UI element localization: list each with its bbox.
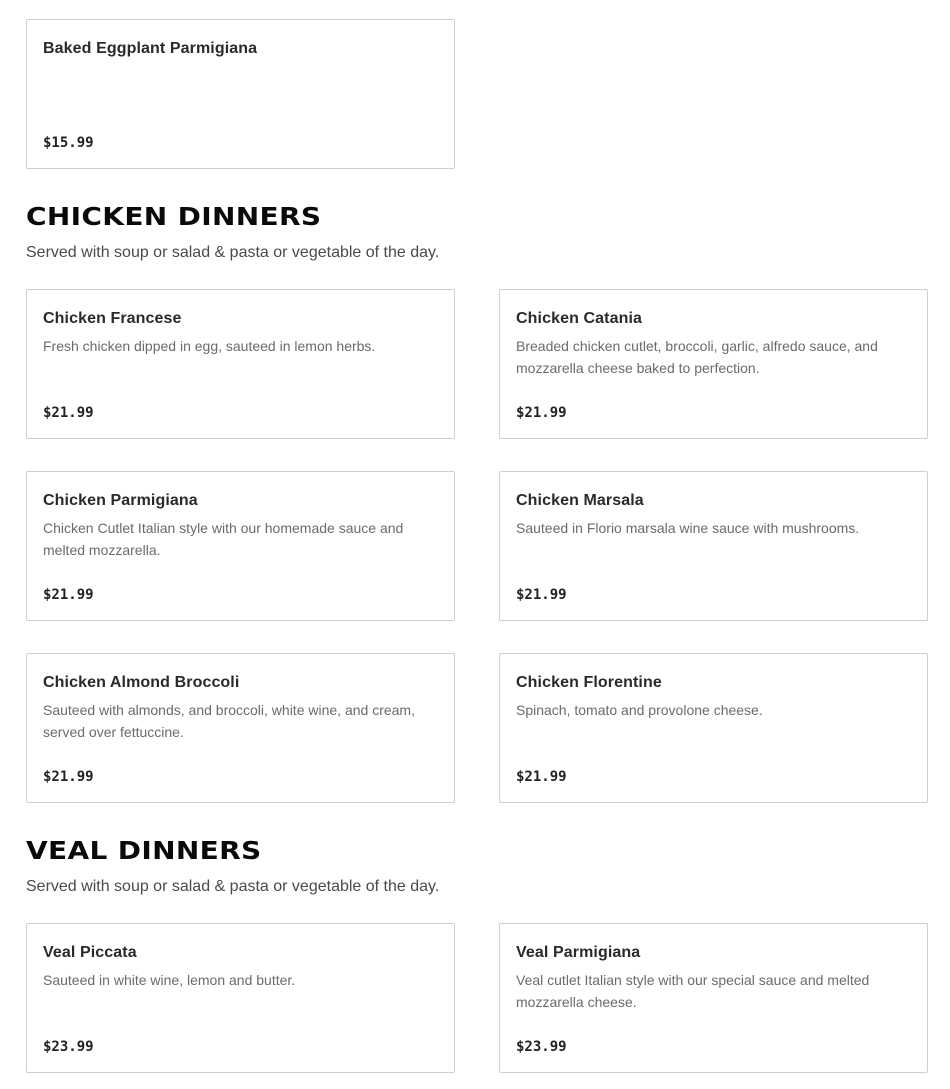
menu-item-card[interactable] xyxy=(499,653,928,803)
menu-item-name: Veal Piccata xyxy=(43,944,137,961)
menu-item-name: Veal Parmigiana xyxy=(516,944,641,961)
section-subtitle-veal-dinners: Served with soup or salad & pasta or vegetable of the day. xyxy=(26,878,440,895)
menu-item-description: Sauteed in white wine, lemon and butter. xyxy=(43,972,296,988)
menu-item-description: Breaded chicken cutlet, broccoli, garlic, alfredo sauce, and mozzarella cheese baked to perfection. xyxy=(516,338,878,376)
menu-item-price: $21.99 xyxy=(516,405,567,421)
menu-item-description: Veal cutlet Italian style with our special sauce and melted mozzarella cheese. xyxy=(516,972,870,1010)
menu-item-description: Sauteed with almonds, and broccoli, white wine, and cream, served over fettuccine. xyxy=(43,702,415,740)
menu-item-name: Chicken Francese xyxy=(43,310,182,327)
menu-item-card[interactable] xyxy=(26,653,455,803)
menu-item-description: Spinach, tomato and provolone cheese. xyxy=(516,702,763,718)
menu-item-card[interactable] xyxy=(26,289,455,439)
menu-item-price: $23.99 xyxy=(516,1039,567,1055)
menu-item-name: Baked Eggplant Parmigiana xyxy=(43,40,258,57)
menu-item-price: $21.99 xyxy=(516,587,567,603)
menu-item-name: Chicken Parmigiana xyxy=(43,492,198,509)
menu-item-card[interactable] xyxy=(499,289,928,439)
menu-item-description: Sauteed in Florio marsala wine sauce with mushrooms. xyxy=(516,520,860,536)
menu-item-price: $21.99 xyxy=(516,769,567,785)
menu-item-card[interactable] xyxy=(499,923,928,1073)
menu-item-price: $21.99 xyxy=(43,769,94,785)
menu-item-description: Fresh chicken dipped in egg, sauteed in lemon herbs. xyxy=(43,338,376,354)
section-title-veal-dinners: VEAL DINNERS xyxy=(26,836,262,865)
section-title-chicken-dinners: CHICKEN DINNERS xyxy=(26,202,322,231)
menu-item-price: $23.99 xyxy=(43,1039,94,1055)
menu-item-price: $21.99 xyxy=(43,405,94,421)
menu-item-card[interactable] xyxy=(26,19,455,169)
menu-item-description: Chicken Cutlet Italian style with our homemade sauce and melted mozzarella. xyxy=(43,520,404,558)
menu-item-name: Chicken Almond Broccoli xyxy=(43,674,240,691)
menu-item-price: $15.99 xyxy=(43,135,94,151)
section-subtitle-chicken-dinners: Served with soup or salad & pasta or vegetable of the day. xyxy=(26,244,440,261)
menu-item-name: Chicken Florentine xyxy=(516,674,662,691)
menu-item-card[interactable] xyxy=(499,471,928,621)
menu-item-card[interactable] xyxy=(26,471,455,621)
menu-item-card[interactable] xyxy=(26,923,455,1073)
menu-item-name: Chicken Marsala xyxy=(516,492,644,509)
menu-item-name: Chicken Catania xyxy=(516,310,642,327)
menu-item-price: $21.99 xyxy=(43,587,94,603)
